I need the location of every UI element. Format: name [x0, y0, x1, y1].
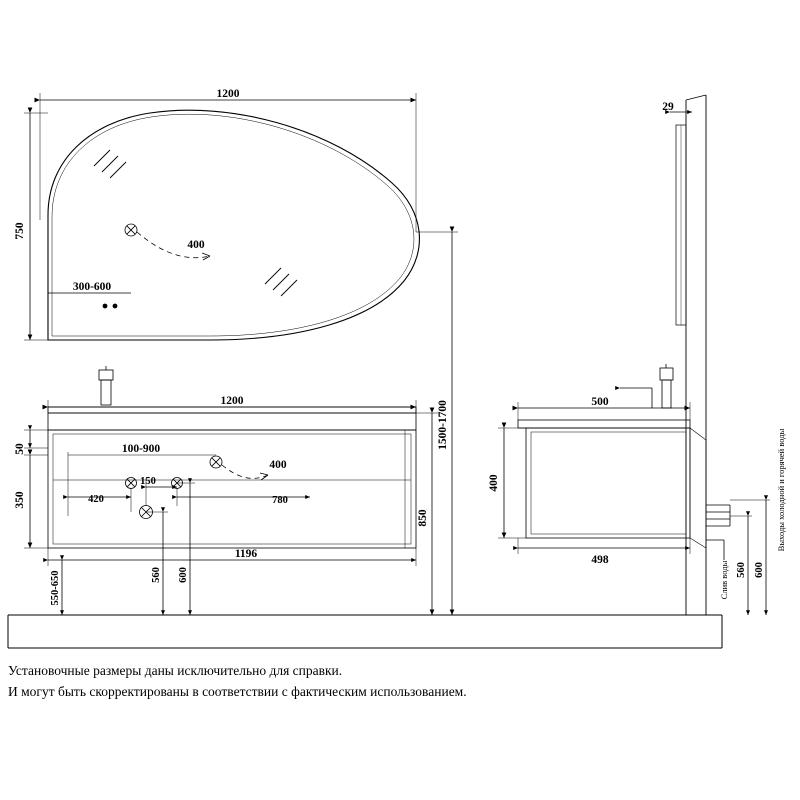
label-front-drain-offset: 420 — [88, 494, 104, 505]
label-front-width: 1200 — [220, 395, 244, 407]
side-faucet — [620, 364, 673, 408]
front-dim-350 — [24, 455, 48, 548]
label-front-outlet-offset: 400 — [269, 459, 287, 471]
front-cabinet — [48, 430, 416, 548]
label-mirror-height: 750 — [14, 222, 26, 240]
label-front-height-560: 560 — [151, 567, 162, 583]
side-dim-400 — [498, 428, 526, 538]
wall-pipe-fittings — [706, 505, 730, 526]
side-countertop — [518, 420, 690, 428]
front-dim-50 — [24, 430, 48, 448]
label-wall-panel-thickness: 29 — [662, 101, 674, 113]
label-wall-drain: Слив воды — [719, 560, 729, 600]
front-basin — [48, 413, 416, 430]
label-mirror-outlet-height: 300-600 — [72, 281, 112, 293]
note-line-1: Установочные размеры даны исключительно для справки. — [8, 663, 343, 678]
side-cabinet-inner — [531, 432, 686, 534]
front-faucet — [99, 366, 113, 405]
label-wall-overall-height: 600 — [754, 562, 765, 578]
label-wall-supply: Выходы холодной и горячей воды — [776, 428, 786, 552]
label-side-cabinet-height: 400 — [488, 474, 500, 492]
front-cabinet-inner — [53, 434, 411, 544]
wall-drain-stub — [706, 540, 724, 560]
wall-dim-600 — [730, 500, 770, 615]
label-front-spacing-780: 780 — [272, 495, 288, 506]
front-countertop — [48, 407, 416, 413]
label-side-cabinet-depth: 498 — [591, 554, 609, 566]
front-dim-560 — [146, 512, 168, 615]
side-dim-498 — [518, 538, 690, 554]
label-front-spacing-150: 150 — [140, 476, 156, 487]
label-front-floor-range: 550-650 — [50, 570, 61, 606]
label-mirror-width: 1200 — [216, 88, 240, 100]
label-front-body-height: 350 — [14, 491, 26, 509]
front-outlet-lead — [222, 465, 268, 478]
wall-section-view — [670, 95, 770, 615]
label-front-mirror-height-range: 1500-1700 — [437, 400, 449, 450]
label-front-total-height: 850 — [417, 509, 429, 527]
label-front-mixer-range: 100-900 — [121, 443, 161, 455]
mirror-dim-750 — [24, 113, 48, 340]
label-wall-pipe-height: 560 — [736, 562, 747, 578]
front-dim-1196 — [48, 548, 416, 566]
label-front-top-thickness: 50 — [14, 443, 26, 455]
label-mirror-outlet-offset: 400 — [187, 239, 205, 251]
front-dim-600 — [177, 483, 195, 615]
label-front-cabinet-width: 1196 — [234, 548, 258, 560]
note-line-2: И могут быть скорректированы в соответствии с фактическим использованием. — [8, 684, 467, 699]
notes-block — [8, 660, 648, 702]
label-front-height-600: 600 — [178, 567, 189, 583]
side-cabinet-edge — [690, 428, 706, 548]
vanity-side-view — [498, 364, 706, 554]
label-side-depth: 500 — [591, 396, 609, 408]
mirror-view — [24, 93, 419, 340]
side-cabinet — [526, 428, 690, 538]
